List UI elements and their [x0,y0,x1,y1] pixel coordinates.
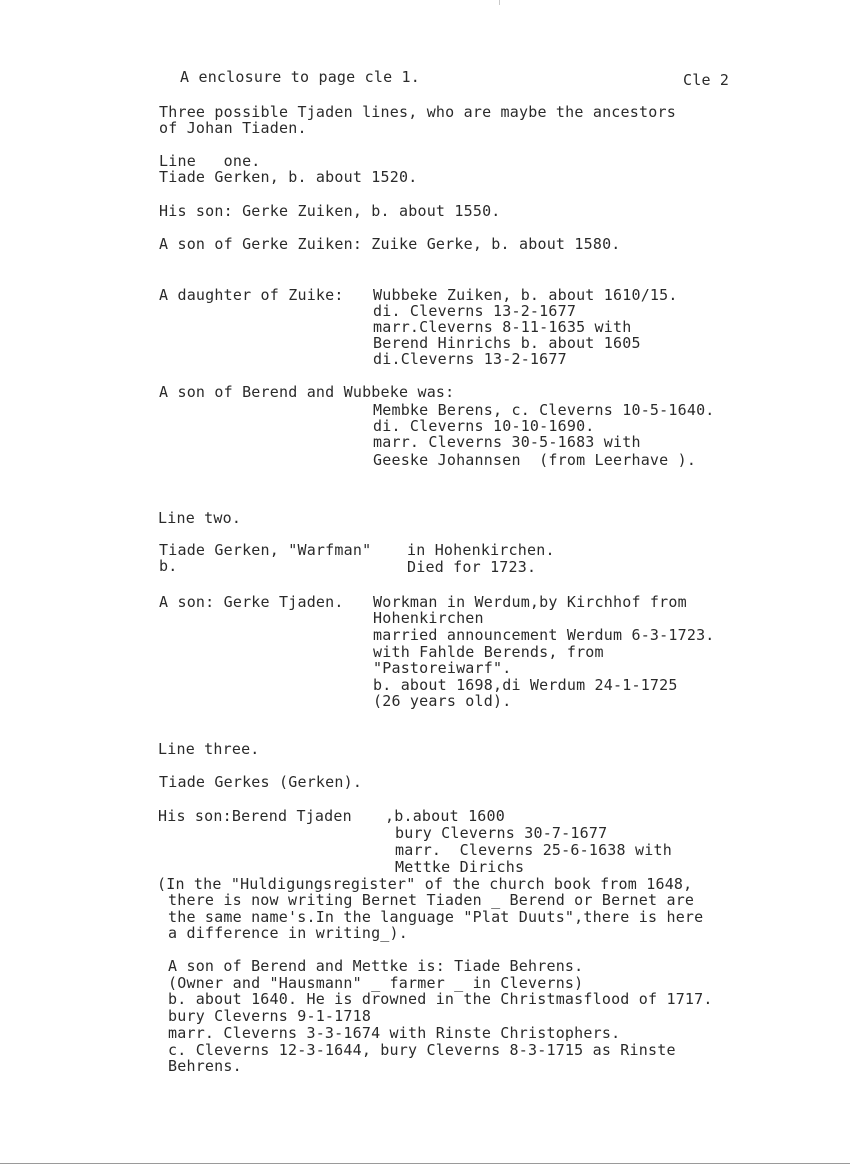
line-two-son-detail: married announcement Werdum 6-3-1723. [373,626,715,644]
line-one-son-detail: marr. Cleverns 30-5-1683 with [373,433,641,451]
line-one-zuike: A son of Gerke Zuiken: Zuike Gerke, b. about 1580. [159,235,621,253]
page-number: Cle 2 [683,71,730,89]
line-one-son-detail: di. Cleverns 10-10-1690. [373,417,595,435]
line-three-final: Behrens. [168,1057,242,1075]
line-two-son-detail: with Fahlde Berends, from [373,643,604,661]
line-two-son-label: A son: Gerke Tjaden. [159,593,344,611]
line-one-heading: Line one. [159,152,261,170]
line-three-final: c. Cleverns 12-3-1644, bury Cleverns 8-3-1715 as Rinste [168,1041,676,1059]
line-two-son-detail: "Pastoreiwarf". [373,659,512,677]
huldigungsregister-note: a difference in writing_). [168,924,408,942]
huldigungsregister-note: the same name's.In the language "Plat Duuts",there is here [168,908,704,926]
line-two-heading: Line two. [158,509,242,527]
line-three-final: b. about 1640. He is drowned in the Christmasflood of 1717. [168,990,713,1008]
line-one-daughter-detail: marr.Cleverns 8-11-1635 with [373,318,632,336]
line-two-son-detail: Hohenkirchen [373,609,484,627]
line-two-died: Died for 1723. [407,558,537,576]
line-two-tiade-label: Tiade Gerken, "Warfman" [159,541,372,559]
line-three-son-detail: bury Cleverns 30-7-1677 [395,824,608,842]
line-one-son-detail: Membke Berens, c. Cleverns 10-5-1640. [373,401,715,419]
line-three-final: bury Cleverns 9-1-1718 [168,1007,372,1025]
header-enclosure-note: A enclosure to page cle 1. [180,68,420,86]
line-three-son-detail: Mettke Dirichs [395,858,525,876]
huldigungsregister-note: (In the "Huldigungsregister" of the church book from 1648, [157,875,693,893]
line-one-son-detail: Geeske Johannsen (from Leerhave ). [373,451,697,469]
intro-line-1: Three possible Tjaden lines, who are maybe the ancestors [159,103,676,121]
line-one-daughter-detail: Berend Hinrichs b. about 1605 [373,334,641,352]
line-two-son-detail: Workman in Werdum,by Kirchhof from [373,593,687,611]
line-three-final: marr. Cleverns 3-3-1674 with Rinste Christophers. [168,1024,621,1042]
huldigungsregister-note: there is now writing Bernet Tiaden _ Berend or Bernet are [168,891,695,909]
bottom-scan-edge [0,1163,850,1164]
line-three-tiade: Tiade Gerkes (Gerken). [159,773,363,791]
line-two-born-label: b. [159,557,178,575]
line-three-son-detail: ,b.about 1600 [385,807,505,825]
line-two-son-detail: b. about 1698,di Werdum 24-1-1725 [373,676,678,694]
line-two-tiade-detail: in Hohenkirchen. [407,541,555,559]
line-one-gerke: His son: Gerke Zuiken, b. about 1550. [159,202,501,220]
line-one-tiade: Tiade Gerken, b. about 1520. [159,168,418,186]
line-three-son-detail: marr. Cleverns 25-6-1638 with [395,841,672,859]
intro-line-2: of Johan Tiaden. [159,119,307,137]
line-two-son-detail: (26 years old). [373,692,512,710]
line-one-daughter-detail: Wubbeke Zuiken, b. about 1610/15. [373,286,678,304]
line-one-son-label: A son of Berend and Wubbeke was: [159,383,455,401]
line-three-final: A son of Berend and Mettke is: Tiade Behrens. [168,957,584,975]
line-three-heading: Line three. [158,740,260,758]
line-three-son-label: His son:Berend Tjaden [158,807,352,825]
line-one-daughter-label: A daughter of Zuike: [159,286,344,304]
line-one-daughter-detail: di.Cleverns 13-2-1677 [373,350,567,368]
line-three-final: (Owner and "Hausmann" _ farmer _ in Cleverns) [168,974,584,992]
line-one-daughter-detail: di. Cleverns 13-2-1677 [373,302,577,320]
top-edge-mark [499,0,500,5]
